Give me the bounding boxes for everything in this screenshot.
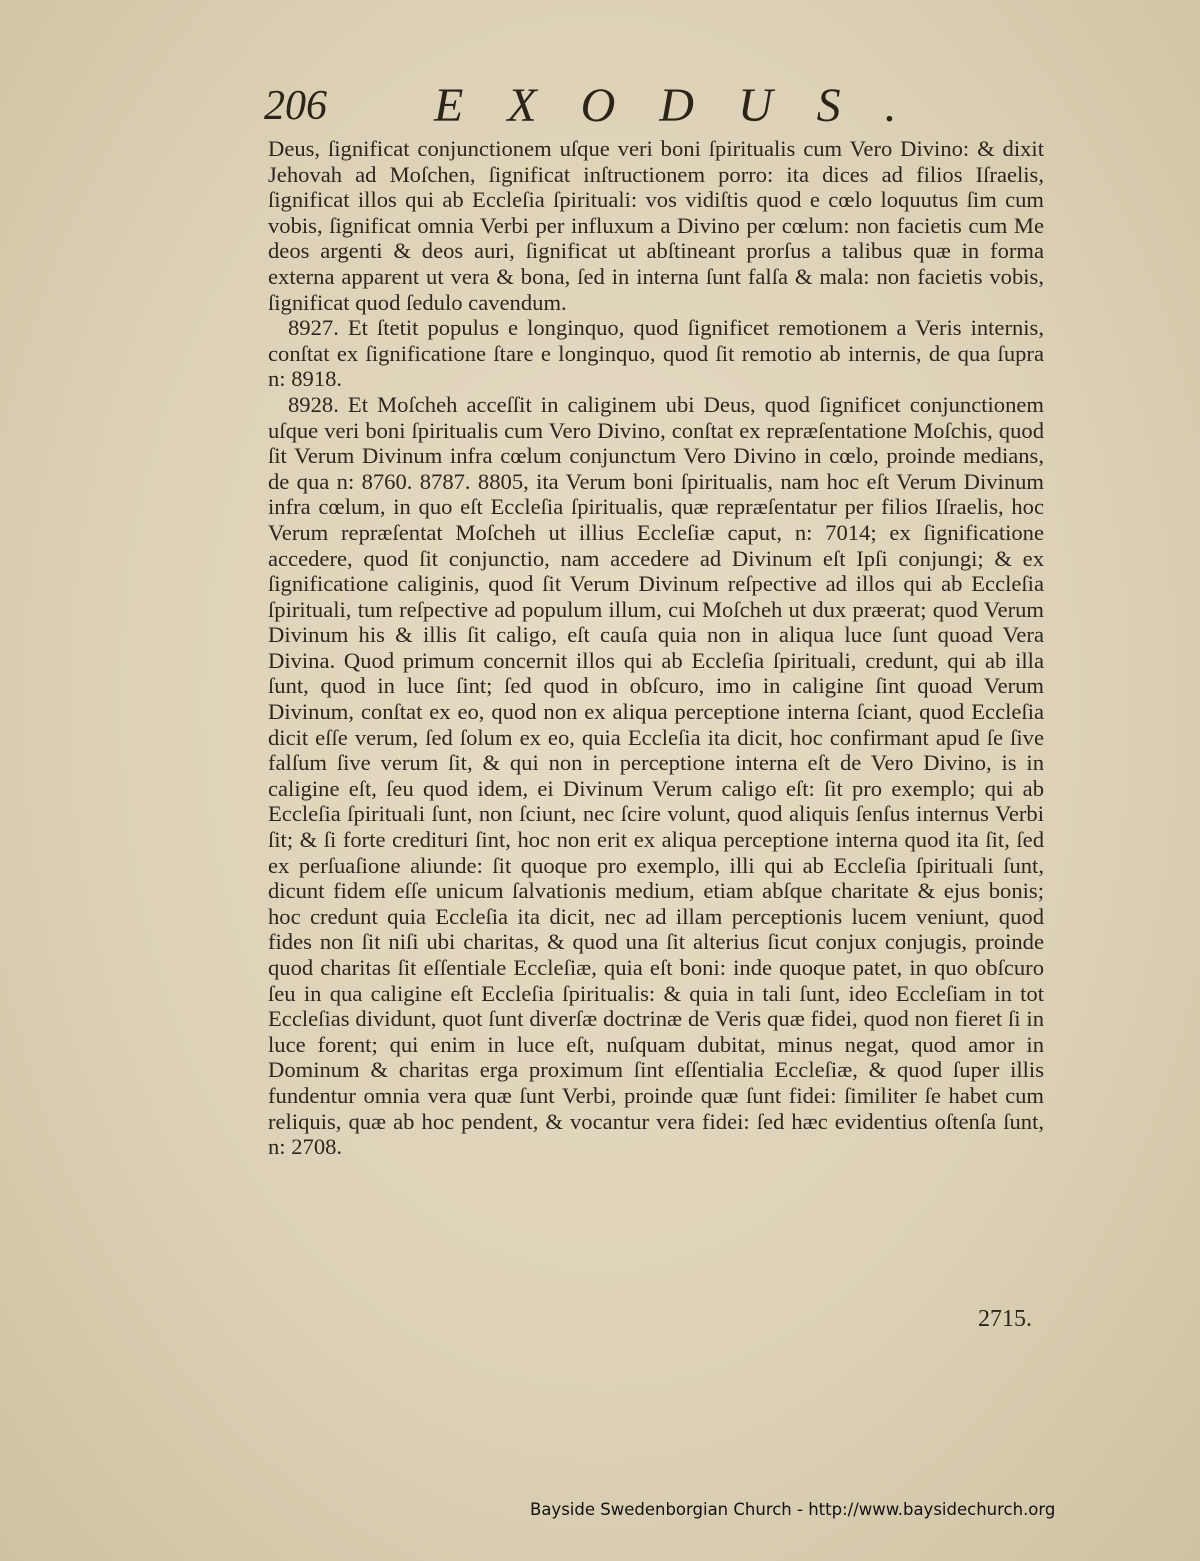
paragraph-8927: 8927. Et ſtetit populus e longinquo, quod ſignificet remotionem a Veris internis, conſtat ex ſignificatione ſtare e longinquo, quod ſit remotio ab internis, de qua ſupra n: 8918. xyxy=(268,315,1044,392)
running-title: EXODUS. xyxy=(434,79,941,132)
watermark-caption: Bayside Swedenborgian Church - http://www.baysidechurch.org xyxy=(530,1500,1056,1519)
paragraph-8928: 8928. Et Moſcheh acceſſit in caliginem ubi Deus, quod ſignificet conjunctionem uſque veri boni ſpiritualis cum Vero Divino, conſtat ex repræſentatione Moſchis, quod ſit Verum Divinum infra cœlum conjunctum Vero Divino in cœlo, proinde medians, de qua n: 8760. 8787. 8805, ita Verum boni ſpiritualis, nam hoc eſt Verum Divinum infra cœlum, in quo eſt Eccleſia ſpiritualis, quæ repræſentatur per filios Iſraelis, hoc Verum repræſentat Moſcheh ut illius Eccleſiæ caput, n: 7014; ex ſignificatione accedere, quod ſit conjunctio, nam accedere ad Divinum eſt Ipſi conjungi; & ex ſignificatione caliginis, quod ſit Verum Divinum reſpective ad illos qui ab Eccleſia ſpirituali, tum reſpective ad populum illum, cui Moſcheh ut dux præerat; quod Verum Divinum his & illis ſit caligo, eſt cauſa quia non in aliqua luce ſunt quoad Vera Divina. Quod primum concernit illos qui ab Eccleſia ſpirituali, credunt, qui ab illa ſunt, quod in luce ſint; ſed quod in obſcuro, imo in caligine ſint quoad Verum Divinum, conſtat ex eo, quod non ex aliqua perceptione interna ſciant, quod Eccleſia dicit eſſe verum, ſed ſolum ex eo, quia Eccleſia ita dicit, hoc confirmant apud ſe ſive falſum ſive verum ſit, & qui non in perceptione interna eſt de Vero Divino, is in caligine eſt, ſeu quod idem, ei Divinum Verum caligo eſt: ſit pro exemplo; qui ab Eccleſia ſpirituali ſunt, non ſciunt, nec ſcire volunt, quod aliquis ſenſus internus Verbi ſit; & ſi forte credituri ſint, hoc non erit ex aliqua perceptione interna quod ita ſit, ſed ex perſuaſione aliunde: ſit quoque pro exemplo, illi qui ab Eccleſia ſpirituali ſunt, dicunt fidem eſſe unicum ſalvationis medium, etiam abſque charitate & ejus bonis; hoc credunt quia Eccleſia ita dicit, nec ad illam perceptionis lucem veniunt, quod fides non ſit niſi ubi charitas, & quod una ſit alterius ſicut conjux conjugis, proinde quod charitas ſit eſſentiale Eccleſiæ, quia eſt boni: inde quoque patet, in quo obſcuro ſeu in qua caligine eſt Eccleſia ſpiritualis: & quia in tali ſunt, ideo Eccleſiam in tot Eccleſias dividunt, quot ſunt diverſæ doctrinæ de Veris quæ fidei, quod non fieret ſi in luce forent; qui enim in luce eſt, nuſquam dubitat, minus negat, quod amor in Dominum & charitas erga proximum ſint eſſentialia Eccleſiæ, & quod ſuper illis fundentur omnia vera quæ ſunt Verbi, proinde quæ ſunt fidei: ſimiliter ſe habet cum reliquis, quæ ab hoc pendent, & vocantur vera fidei: ſed hæc evidentius oſtenſa ſunt, n: 2708. xyxy=(268,391,1044,1160)
page-number: 206 xyxy=(264,83,327,129)
catchword: 2715. xyxy=(978,1306,1032,1332)
body-text xyxy=(268,136,1044,1160)
paragraph-continuation: Deus, ſignificat conjunctionem uſque veri boni ſpiritualis cum Vero Divino: & dixit Jehovah ad Moſchen, ſignificat inſtructionem porro: ita dices ad filios Iſraelis, ſignificat illos qui ab Eccleſia ſpirituali: vos vidiſtis quod e cœlo loquutus ſim cum vobis, ſignificat omnia Verbi per influxum a Divino per cœlum: non facietis cum Me deos argenti & deos auri, ſignificat ut abſtineant prorſus a talibus quæ in forma externa apparent ut vera & bona, ſed in interna ſunt falſa & mala: non facietis vobis, ſignificat quod ſedulo cavendum. xyxy=(268,136,1044,315)
page-header xyxy=(264,78,1084,138)
